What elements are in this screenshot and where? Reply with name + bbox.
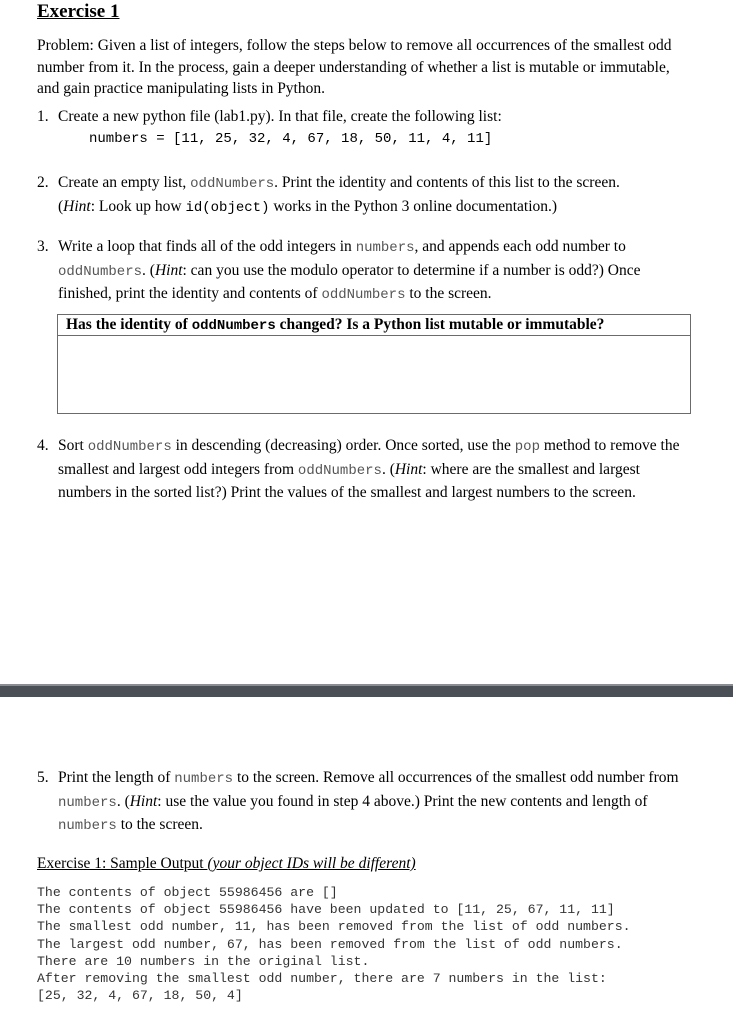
hint-label: Hint — [129, 792, 158, 810]
code-oddnumbers: oddNumbers — [191, 318, 276, 334]
step-text: Create an empty list, oddNumbers. Print the identity and contents of this list to the screen. (Hint: Look up how id(object) works in the Python 3 online documentation.) — [58, 174, 620, 216]
code-numbers: numbers — [58, 818, 117, 834]
step-3 — [37, 236, 687, 307]
step-4 — [37, 435, 687, 504]
page-divider — [0, 684, 733, 697]
answer-question: Has the identity of oddNumbers changed? Is a Python list mutable or immutable? — [58, 315, 690, 336]
step-text: Create a new python file (lab1.py). In that file, create the following list: — [58, 108, 502, 125]
step-number: 4. — [37, 437, 49, 454]
code-oddnumbers: oddNumbers — [58, 263, 143, 280]
sample-output-note: (your object IDs will be different) — [207, 855, 416, 872]
step-1 — [37, 106, 687, 128]
output-line: The largest odd number, 67, has been removed from the list of odd numbers. — [37, 936, 623, 952]
code-numbers: numbers — [174, 771, 234, 787]
step-5 — [37, 767, 687, 838]
step-2 — [37, 172, 687, 219]
hint-label: Hint — [154, 261, 183, 279]
output-line: The contents of object 55986456 have been updated to [11, 25, 67, 11, 11] — [37, 902, 615, 918]
code-oddnumbers: oddNumbers — [190, 176, 275, 192]
output-line: The contents of object 55986456 are [] — [37, 885, 338, 900]
problem-statement: Problem: Given a list of integers, follow the steps below to remove all occurrences of the smallest odd number from it. In the process, gain a deeper understanding of whether a list is mutable or immutable, and gain practice manipulating lists in Python. — [37, 37, 672, 97]
code-numbers: numbers — [58, 794, 117, 811]
code-oddnumbers: oddNumbers — [87, 439, 172, 455]
sample-output — [37, 884, 631, 1004]
output-line: [25, 32, 4, 67, 18, 50, 4] — [37, 988, 243, 1004]
code-oddnumbers: oddNumbers — [297, 462, 382, 479]
output-line: There are 10 numbers in the original list. — [37, 953, 370, 969]
code-pop: pop — [514, 439, 540, 455]
step-text: Sort oddNumbers in descending (decreasing) order. Once sorted, use the pop method to remove the smallest and largest odd integers from oddNumbers. (Hint: where are the smallest and largest numbers in the sorted list?) Print the values of the smallest and largest numbers to the screen. — [58, 437, 680, 501]
output-line: After removing the smallest odd number, there are 7 numbers in the list: — [37, 971, 607, 987]
code-id-object: id(object) — [185, 199, 270, 216]
code-oddnumbers: oddNumbers — [321, 287, 406, 303]
code-numbers: numbers — [355, 240, 415, 256]
hint-label: Hint — [394, 460, 423, 478]
exercise-title: Exercise 1 — [37, 1, 120, 22]
step-number: 2. — [37, 174, 49, 191]
output-line: The smallest odd number, 11, has been removed from the list of odd numbers. — [37, 919, 631, 935]
step-number: 3. — [37, 238, 49, 255]
step-number: 1. — [37, 108, 49, 125]
step-number: 5. — [37, 769, 49, 786]
sample-output-title: Exercise 1: Sample Output (your object IDs will be different) — [37, 855, 416, 872]
answer-box — [57, 314, 691, 414]
numbers-code: numbers = [11, 25, 32, 4, 67, 18, 50, 11, 4, 11] — [89, 131, 493, 147]
step-text: Write a loop that finds all of the odd integers in numbers, and appends each odd number to oddNumbers. (Hint: can you use the modulo operator to determine if a number is odd?) Once finished, print the identity and contents of oddNumbers to the screen. — [58, 238, 641, 303]
step-text: Print the length of numbers to the screen. Remove all occurrences of the smallest odd number from numbers. (Hint: use the value you found in step 4 above.) Print the new contents and length of numbers to the screen. — [58, 769, 679, 834]
hint-label: Hint — [63, 197, 91, 215]
answer-area[interactable] — [58, 336, 690, 413]
